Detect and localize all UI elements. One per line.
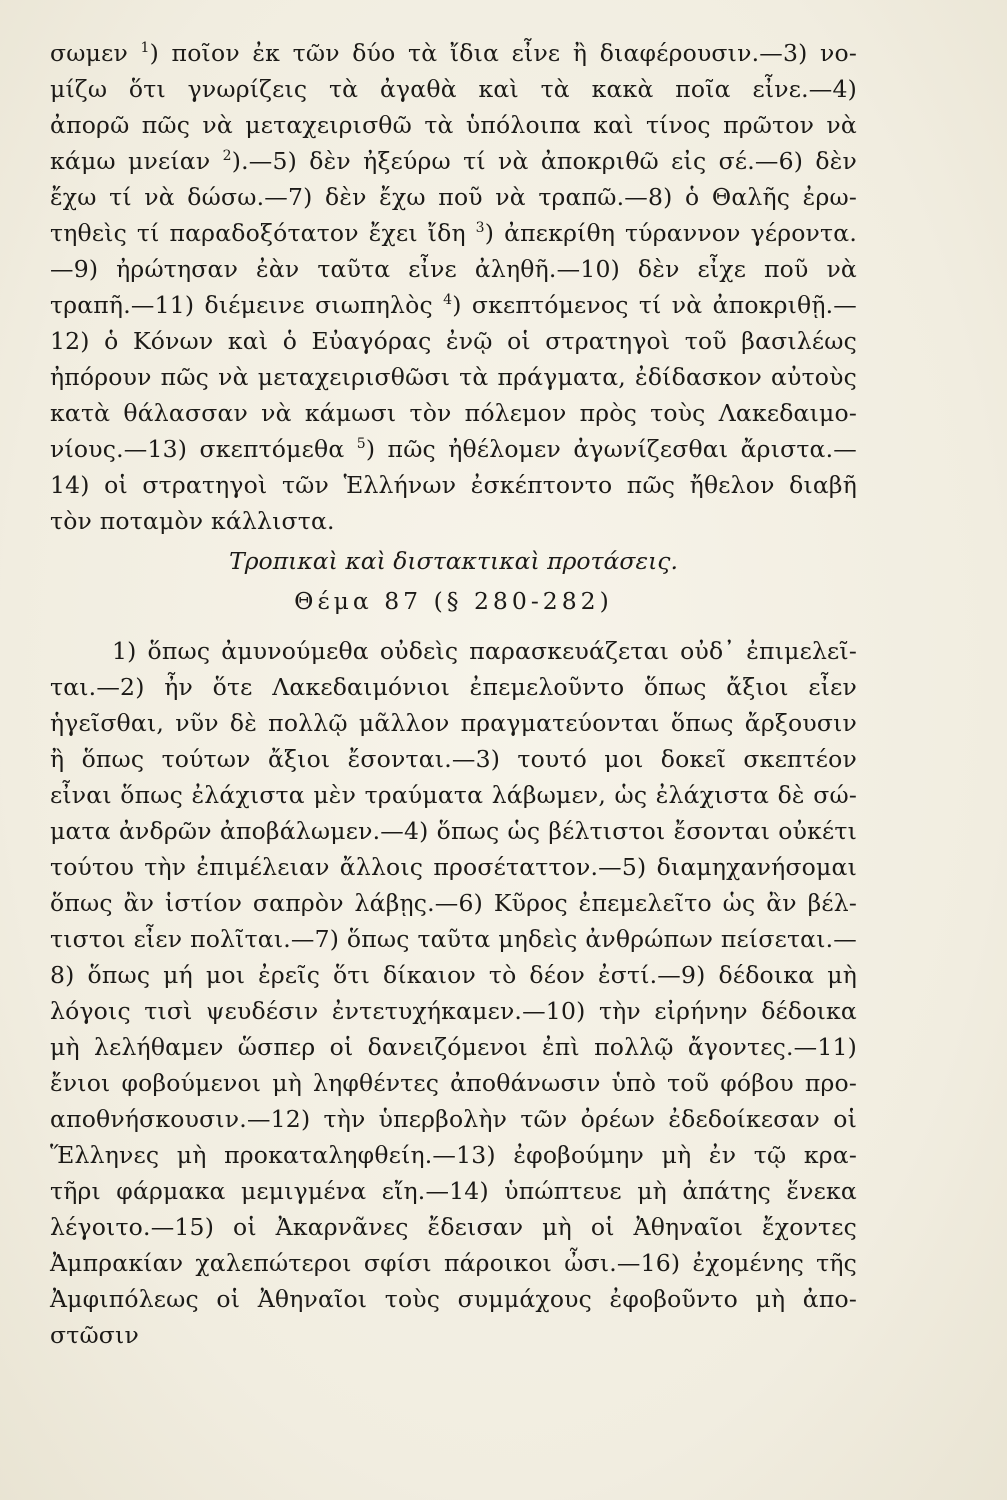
text-line: μὴ λελήθαμεν ὥσπερ οἱ δανειζόμενοι ἐπὶ πολλῷ ἄγοντες.—11) <box>50 1033 857 1061</box>
text-line: 12) ὁ Κόνων καὶ ὁ Εὐαγόρας ἐνῷ οἱ στρατηγοὶ τοῦ βασιλέως <box>50 327 857 355</box>
text-line: ἔνιοι φοβούμενοι μὴ ληφθέντες ἀποθάνωσιν ὑπὸ τοῦ φόβου προ- <box>50 1069 857 1097</box>
text-line: ματα ἀνδρῶν ἀποβάλωμεν.—4) ὅπως ὡς βέλτιστοι ἔσονται οὐκέτι <box>50 817 857 845</box>
footnote-marker: 1 <box>140 40 150 56</box>
text-line: νίους.—13) σκεπτόμεθα $^5$) πῶς ἠθέλομεν ἀγωνίζεσθαι ἄριστα.— <box>50 435 857 463</box>
footnote-marker: 4 <box>443 292 453 308</box>
section-title: Τροπικαὶ καὶ διστακτικαὶ προτάσεις. <box>229 547 678 575</box>
text-line: λέγοιτο.—15) οἱ Ἀκαρνᾶνες ἔδεισαν μὴ οἱ Ἀθηναῖοι ἔχοντες <box>50 1213 857 1241</box>
text-line: τηθεὶς τί παραδοξότατον ἔχει ἴδη $^3$) ἀπεκρίθη τύραννον γέροντα. <box>50 219 857 247</box>
text-line: 1) ὅπως ἀμυνούμεθα οὐδεὶς παρασκευάζεται οὐδ᾽ ἐπιμελεῖ- <box>112 637 857 665</box>
text-line: λόγοις τισὶ ψευδέσιν ἐντετυχήκαμεν.—10) τὴν εἰρήνην δέδοικα <box>50 997 857 1025</box>
text-line: εἶναι ὅπως ἐλάχιστα μὲν τραύματα λάβωμεν, ὡς ἐλάχιστα δὲ σώ- <box>50 781 857 809</box>
text-line: 14) οἱ στρατηγοὶ τῶν Ἑλλήνων ἐσκέπτοντο πῶς ἤθελον διαβῆ <box>50 471 857 499</box>
text-line: Ἀμπρακίαν χαλεπώτεροι σφίσι πάροικοι ὦσι.—16) ἐχομένης τῆς <box>50 1249 857 1277</box>
text-line: —9) ἠρώτησαν ἐὰν ταῦτα εἶνε ἀληθῆ.—10) δὲν εἶχε ποῦ νὰ <box>50 255 857 283</box>
text-line: τούτου τὴν ἐπιμέλειαν ἄλλοις προσέταττον.—5) διαμηχανήσομαι <box>50 853 857 881</box>
text-line: στῶσιν <box>50 1321 139 1349</box>
text-line: τιστοι εἶεν πολῖται.—7) ὅπως ταῦτα μηδεὶς ἀνθρώπων πείσεται.— <box>50 925 857 953</box>
text-line: κάμω μνείαν $^2$).—5) δὲν ἠξεύρω τί νὰ ἀποκριθῶ εἰς σέ.—6) δὲν <box>50 147 858 175</box>
text-line: Ἕλληνες μὴ προκαταληφθείη.—13) ἐφοβούμην μὴ ἐν τῷ κρα- <box>50 1141 857 1169</box>
text-line: σωμεν $^1$) ποῖον ἐκ τῶν δύο τὰ ἴδια εἶνε ἢ διαφέρουσιν.—3) νο- <box>50 39 858 67</box>
footnote-marker: 2 <box>222 148 232 164</box>
text-line: ἡγεῖσθαι, νῦν δὲ πολλῷ μᾶλλον πραγματεύονται ὅπως ἄρξουσιν <box>50 709 857 737</box>
text-line: ἀπορῶ πῶς νὰ μεταχειρισθῶ τὰ ὑπόλοιπα καὶ τίνος πρῶτον νὰ <box>50 111 857 139</box>
text-line: Ἀμφιπόλεως οἱ Ἀθηναῖοι τοὺς συμμάχους ἐφοβοῦντο μὴ ἀπο- <box>50 1285 857 1313</box>
theme-heading: Θέμα 87 (§ 280-282) <box>294 587 613 615</box>
text-line: τὸν ποταμὸν κάλλιστα. <box>50 507 335 535</box>
text-line: μίζω ὅτι γνωρίζεις τὰ ἀγαθὰ καὶ τὰ κακὰ ποῖα εἶνε.—4) <box>50 75 857 103</box>
text-line: ἠπόρουν πῶς νὰ μεταχειρισθῶσι τὰ πράγματα, ἐδίδασκον αὐτοὺς <box>50 363 857 391</box>
text-line: τραπῆ.—11) διέμεινε σιωπηλὸς $^4$) σκεπτόμενος τί νὰ ἀποκριθῇ.— <box>50 291 858 319</box>
footnote-marker: 5 <box>356 436 366 452</box>
text-line: τῆρι φάρμακα μεμιγμένα εἴη.—14) ὑπώπτευε μὴ ἀπάτης ἕνεκα <box>50 1177 857 1205</box>
text-line: 8) ὅπως μή μοι ἐρεῖς ὅτι δίκαιον τὸ δέον ἐστί.—9) δέδοικα μὴ <box>50 961 857 989</box>
text-line: αποθνήσκουσιν.—12) τὴν ὑπερβολὴν τῶν ὀρέων ἐδεδοίκεσαν οἱ <box>50 1105 857 1133</box>
text-line: κατὰ θάλασσαν νὰ κάμωσι τὸν πόλεμον πρὸς τοὺς Λακεδαιμο- <box>50 399 857 427</box>
text-line: ἔχω τί νὰ δώσω.—7) δὲν ἔχω ποῦ νὰ τραπῶ.—8) ὁ Θαλῆς ἐρω- <box>50 183 857 211</box>
text-line: ται.—2) ἦν ὅτε Λακεδαιμόνιοι ἐπεμελοῦντο ὅπως ἄξιοι εἶεν <box>50 673 857 701</box>
footnote-marker: 3 <box>475 220 485 236</box>
text-line: ὅπως ἂν ἱστίον σαπρὸν λάβῃς.—6) Κῦρος ἐπεμελεῖτο ὡς ἂν βέλ- <box>50 889 857 917</box>
text-line: ἢ ὅπως τούτων ἄξιοι ἔσονται.—3) τουτό μοι δοκεῖ σκεπτέον <box>50 745 857 773</box>
